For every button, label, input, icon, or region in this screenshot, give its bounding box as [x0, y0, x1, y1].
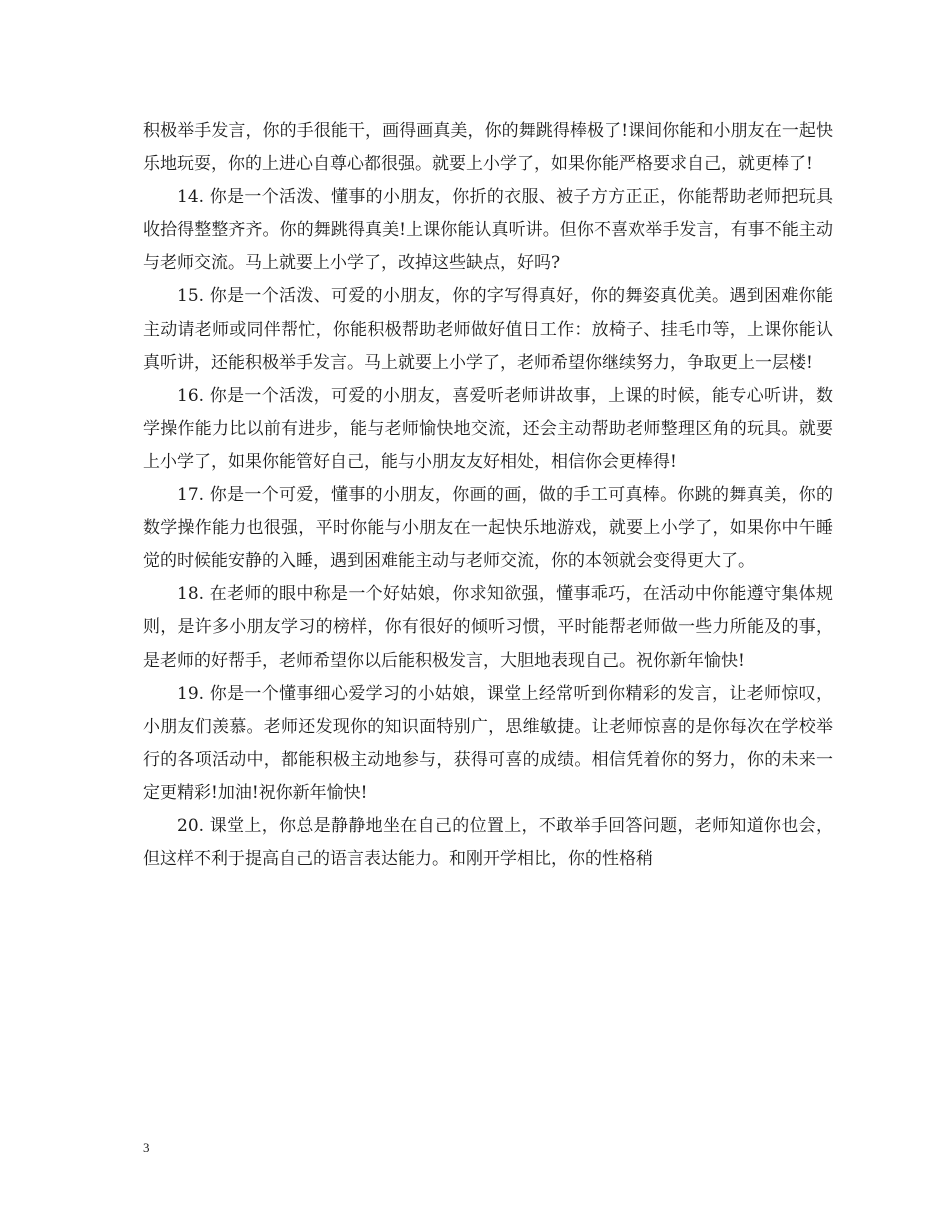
paragraph-item-18: 18. 在老师的眼中称是一个好姑娘，你求知欲强，懂事乖巧，在活动中你能遵守集体规则，是许多小朋友学习的榜样，你有很好的倾听习惯，平时能帮老师做一些力所能及的事，是老师的好帮手，老师希望你以后能积极发言，大胆地表现自己。祝你新年愉快!	[143, 584, 833, 671]
paragraph-item-19: 19. 你是一个懂事细心爱学习的小姑娘，课堂上经常听到你精彩的发言，让老师惊叹，小朋友们羡慕。老师还发现你的知识面特别广，思维敏捷。让老师惊喜的是你每次在学校举行的各项活动中，都能积极主动地参与，获得可喜的成绩。相信凭着你的努力，你的未来一定更精彩!加油!祝你新年愉快!	[143, 683, 833, 803]
paragraph-item-14: 14. 你是一个活泼、懂事的小朋友，你折的衣服、被子方方正正，你能帮助老师把玩具收拾得整整齐齐。你的舞跳得真美!上课你能认真听讲。但你不喜欢举手发言，有事不能主动与老师交流。马上就要上小学了，改掉这些缺点，好吗?	[143, 187, 833, 274]
paragraph-item-20: 20. 课堂上，你总是静静地坐在自己的位置上，不敢举手回答问题，老师知道你也会，但这样不利于提高自己的语言表达能力。和刚开学相比，你的性格稍	[143, 815, 833, 870]
page-number: 3	[143, 1140, 150, 1155]
paragraph-item-17: 17. 你是一个可爱，懂事的小朋友，你画的画，做的手工可真棒。你跳的舞真美，你的数学操作能力也很强，平时你能与小朋友在一起快乐地游戏，就要上小学了，如果你中午睡觉的时候能安静的入睡，遇到困难能主动与老师交流，你的本领就会变得更大了。	[143, 485, 833, 572]
paragraph-item-16: 16. 你是一个活泼，可爱的小朋友，喜爱听老师讲故事，上课的时候，能专心听讲，数学操作能力比以前有进步，能与老师愉快地交流，还会主动帮助老师整理区角的玩具。就要上小学了，如果你能管好自己，能与小朋友友好相处，相信你会更棒得!	[143, 385, 833, 472]
document-body	[143, 115, 833, 876]
paragraph-continuation: 积极举手发言，你的手很能干，画得画真美，你的舞跳得棒极了!课间你能和小朋友在一起快乐地玩耍，你的上进心自尊心都很强。就要上小学了，如果你能严格要求自己，就更棒了!	[143, 121, 833, 175]
paragraph-item-15: 15. 你是一个活泼、可爱的小朋友，你的字写得真好，你的舞姿真优美。遇到困难你能主动请老师或同伴帮忙，你能积极帮助老师做好值日工作：放椅子、挂毛巾等，上课你能认真听讲，还能积极举手发言。马上就要上小学了，老师希望你继续努力，争取更上一层楼!	[143, 286, 833, 373]
